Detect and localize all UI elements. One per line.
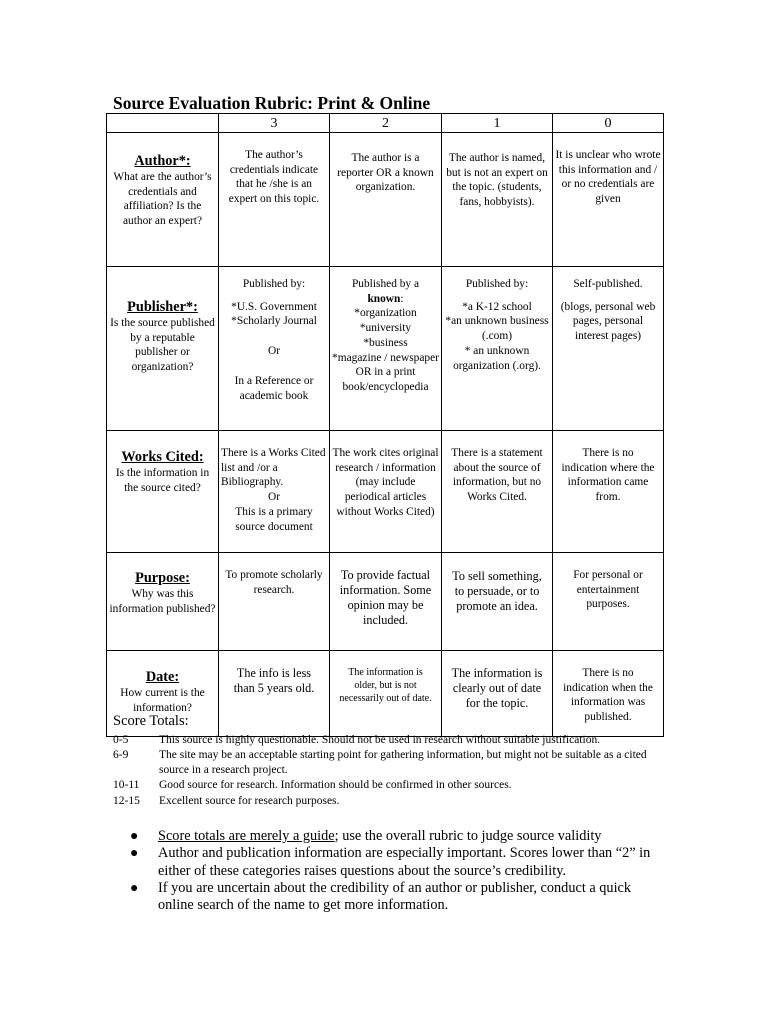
guidance-emphasis: Score totals are merely a guide [158, 828, 335, 844]
publisher-score-3 [219, 267, 330, 431]
date-score-0: There is no indication when the information was published. [553, 651, 664, 737]
row-author [107, 133, 664, 267]
cell-known: known: [367, 292, 404, 305]
bullet-icon: ● [130, 880, 139, 896]
row-publisher [107, 267, 664, 431]
works-cited-score-1: There is a statement about the source of information, but no Works Cited. [442, 431, 553, 553]
criterion-name: Date: [145, 669, 180, 685]
works-cited-score-2: The work cites original research / information (may include periodical articles without Works Cited) [330, 431, 442, 553]
guidance-text: Author and publication information are especially important. Scores lower than “2” in either of these categories raises questions about the source’s credibility. [158, 845, 651, 879]
rubric-table [106, 113, 664, 737]
score-range: 0-5 [113, 734, 129, 746]
criterion-works-cited [107, 431, 219, 553]
guidance-text: If you are uncertain about the credibility of an author or publisher, conduct a quick online search of the name to get more information. [158, 879, 632, 914]
cell-heading: Published by a [351, 278, 420, 290]
row-purpose [107, 553, 664, 651]
date-score-1: The information is clearly out of date for the topic. [442, 651, 553, 737]
guidance-item [126, 828, 666, 845]
cell-heading: Published by: [465, 278, 529, 290]
cell-or: Or [267, 345, 281, 358]
page-title: Source Evaluation Rubric: Print & Online [113, 93, 431, 113]
cell-tail: In a Reference or academic book [234, 374, 314, 402]
header-score-3: 3 [219, 114, 330, 133]
purpose-score-2: To provide factual information. Some opinion may be included. [330, 553, 442, 651]
cell-list: *U.S. Government *Scholarly Journal [231, 300, 317, 328]
author-score-1: The author is named, but is not an expert on the topic. (students, fans, hobbyists). [442, 133, 553, 267]
cell-heading: Published by: [242, 278, 306, 290]
row-date [107, 651, 664, 737]
guidance-list [126, 828, 666, 914]
criterion-name: Works Cited: [121, 449, 204, 465]
criterion-name: Publisher*: [127, 299, 198, 315]
works-cited-score-3 [219, 431, 330, 553]
criterion-author [107, 133, 219, 267]
score-totals-heading: Score Totals: [113, 713, 189, 729]
purpose-score-3: To promote scholarly research. [219, 553, 330, 651]
header-score-2: 2 [330, 114, 442, 133]
score-range: 10-11 [113, 779, 140, 791]
cell-list: *organization *university *business *magazine / newspaper OR in a print book/encyclopedia [332, 307, 439, 393]
publisher-score-2 [330, 267, 442, 431]
score-description: Excellent source for research purposes. [159, 795, 340, 807]
publisher-score-0 [553, 267, 664, 431]
cell-list: (blogs, personal web pages, personal interest pages) [560, 300, 656, 343]
criterion-name: Author*: [134, 153, 191, 169]
row-works-cited [107, 431, 664, 553]
score-description: This source is highly questionable. Should not be used in research without suitable justification. [159, 734, 601, 746]
score-description: The site may be an acceptable starting point for gathering information, but might not be suitable as a cited source in a research project. [159, 749, 647, 776]
cell-list: *a K-12 school *an unknown business (.com) * an unknown organization (.org). [445, 300, 549, 372]
score-range: 12-15 [113, 795, 140, 807]
cell-heading: Self-published. [573, 278, 643, 290]
bullet-icon: ● [130, 846, 139, 862]
criterion-question: What are the author’s credentials and affiliation? Is the author an expert? [113, 171, 212, 228]
date-score-2: The information is older, but is not necessarily out of date. [330, 651, 442, 737]
guidance-item [126, 845, 666, 880]
author-score-2: The author is a reporter OR a known organization. [330, 133, 442, 267]
header-row [107, 114, 664, 133]
publisher-score-1 [442, 267, 553, 431]
bullet-icon: ● [130, 829, 139, 844]
author-score-0: It is unclear who wrote this information and / or no credentials are given [553, 133, 664, 267]
guidance-item [126, 880, 666, 915]
criterion-name: Purpose: [135, 570, 190, 586]
date-score-3: The info is less than 5 years old. [219, 651, 330, 737]
criterion-purpose [107, 553, 219, 651]
header-corner [107, 114, 219, 133]
score-range: 6-9 [113, 749, 129, 761]
author-score-3: The author’s credentials indicate that he /she is an expert on this topic. [219, 133, 330, 267]
header-score-0: 0 [553, 114, 664, 133]
cell-tail: This is a primary source document [235, 505, 313, 533]
criterion-question: Why was this information published? [109, 588, 216, 615]
guidance-text: ; use the overall rubric to judge source validity [334, 828, 602, 844]
works-cited-score-0: There is no indication where the information came from. [553, 431, 664, 553]
purpose-score-0: For personal or entertainment purposes. [553, 553, 664, 651]
criterion-question: Is the source published by a reputable publisher or organization? [110, 317, 215, 374]
criterion-question: How current is the information? [120, 687, 205, 714]
cell-or: Or [267, 491, 281, 504]
cell-text: There is a Works Cited list and /or a Bibliography. [221, 447, 326, 489]
criterion-question: Is the information in the source cited? [115, 467, 210, 494]
header-score-1: 1 [442, 114, 553, 133]
purpose-score-1: To sell something, to persuade, or to promote an idea. [442, 553, 553, 651]
criterion-publisher [107, 267, 219, 431]
score-description: Good source for research. Information should be confirmed in other sources. [159, 779, 512, 791]
